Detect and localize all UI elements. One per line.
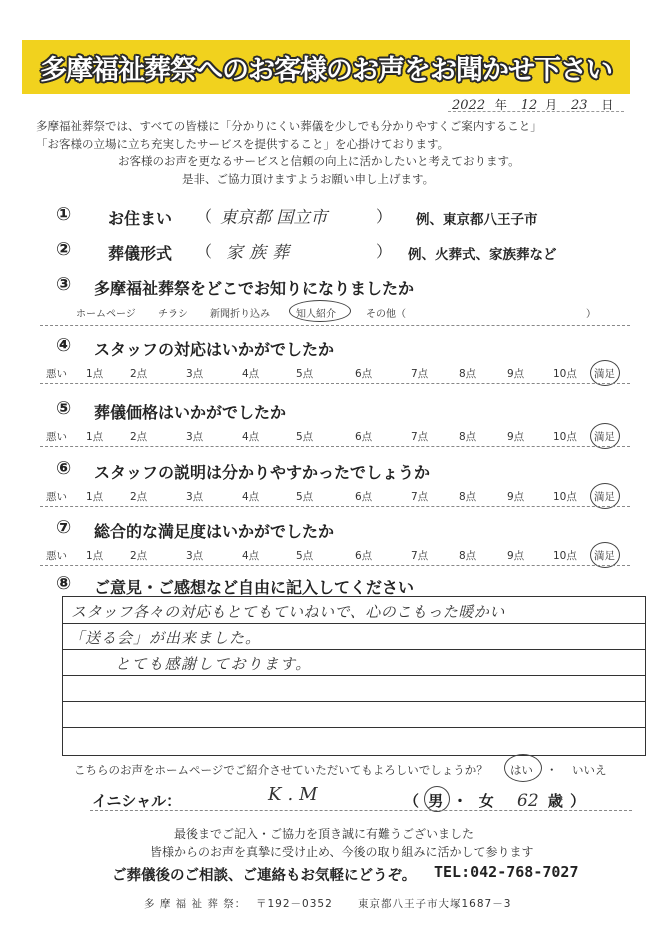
rating-option-8[interactable]: 8点 [459,550,477,562]
intro-text [36,118,636,188]
q1-label: お住まい [108,209,173,228]
rating-option-4[interactable]: 4点 [242,431,260,443]
rating-option-4[interactable]: 4点 [242,368,260,380]
rating-number: ⑥ [56,458,72,479]
rating-number: ⑤ [56,398,72,419]
q1-number: ① [56,204,72,225]
date-year-unit: 年 [494,98,507,112]
rating-option-10[interactable]: 10点 [553,368,577,380]
rating-option-5[interactable]: 5点 [296,431,314,443]
rating-option-3[interactable]: 3点 [186,368,204,380]
age-value[interactable]: 62 [517,791,539,811]
q2-answer: 家族葬 [226,243,295,263]
intro-line: 是非、ご協力頂けますようお願い申し上げます。 [182,171,435,186]
rating-question-title: スタッフの対応はいかがでしたか [94,340,335,359]
rating-option-8[interactable]: 8点 [459,368,477,380]
rating-option-1[interactable]: 1点 [86,491,104,503]
q1-answer-field[interactable] [196,202,393,228]
rating-option-2[interactable]: 2点 [130,491,148,503]
comment-line: 「送る会」が出来ました。 [69,629,262,647]
ruled-line [63,727,645,728]
rating-question-title: 葬儀価格はいかがでしたか [94,403,287,422]
age-unit: 歳 [547,792,563,810]
rating-dotted-line [40,383,630,384]
closing-line: 皆様からのお声を真摯に受け止め、今後の取り組みに活かして参ります [150,845,534,859]
gender-female[interactable]: 女 [478,792,494,810]
ruled-line [63,675,645,676]
closing-line: 最後までご記入・ご協力を頂き誠に有難うございました [174,827,475,841]
rating-option-2[interactable]: 2点 [130,368,148,380]
rating-low-label: 悪い [46,431,67,443]
q3-option-other[interactable]: その他（ [366,309,406,320]
ruled-line [63,701,645,702]
rating-option-3[interactable]: 3点 [186,431,204,443]
paren-close: ） [586,309,596,320]
initials-value[interactable]: K.M [268,784,324,805]
rating-option-9[interactable]: 9点 [507,368,525,380]
rating-low-label: 悪い [46,368,67,380]
ruled-line [63,649,645,650]
rating-dotted-line [40,565,630,566]
rating-option-7[interactable]: 7点 [411,368,429,380]
rating-option-10[interactable]: 10点 [553,550,577,562]
rating-option-9[interactable]: 9点 [507,550,525,562]
q3-title: 多摩福祉葬祭をどこでお知りになりましたか [94,279,415,298]
rating-number: ④ [56,335,72,356]
rating-option-10[interactable]: 10点 [553,491,577,503]
rating-option-10[interactable]: 10点 [553,431,577,443]
intro-line: 多摩福祉葬祭では、すべての皆様に「分かりにくい葬儀を少しでも分かりやすくご案内すること」 [36,119,542,133]
initials-dotted-line [90,810,632,811]
rating-option-5[interactable]: 5点 [296,368,314,380]
rating-option-4[interactable]: 4点 [242,550,260,562]
date-year: 2022 [452,98,486,113]
rating-low-label: 悪い [46,491,67,503]
rating-option-6[interactable]: 6点 [355,550,373,562]
paren-open: （ [196,242,213,261]
date-month-unit: 月 [545,98,558,112]
date-underline [448,111,624,112]
rating-option-5[interactable]: 5点 [296,550,314,562]
q1-answer: 東京都 国立市 [220,208,328,228]
rating-dotted-line [40,506,630,507]
rating-question-title: 総合的な満足度はいかがでしたか [94,522,335,541]
rating-option-satisfied[interactable]: 満足 [594,368,615,380]
rating-option-7[interactable]: 7点 [411,431,429,443]
rating-option-7[interactable]: 7点 [411,550,429,562]
consent-sep: ・ [546,763,558,777]
q2-number: ② [56,239,72,260]
q3-option-newspaper[interactable]: 新聞折り込み [210,309,270,320]
rating-option-6[interactable]: 6点 [355,368,373,380]
q8-title: ご意見・ご感想など自由に記入してください [94,578,415,597]
gender-sep: ・ [452,792,468,810]
paren-close: ） [376,242,393,261]
footer-postal: 〒192－0352 [256,898,333,910]
footer-company: 多 摩 福 祉 葬 祭： [144,898,247,910]
rating-option-6[interactable]: 6点 [355,491,373,503]
gender-selected-circle [424,786,450,812]
footer-tel: TEL:042-768-7027 [434,863,579,881]
intro-line: お客様のお声を更なるサービスと信頼の向上に活かしたいと考えております。 [118,154,520,168]
rating-question-title: スタッフの説明は分かりやすかったでしょうか [94,463,431,482]
date-day-unit: 日 [601,98,614,112]
rating-low-label: 悪い [46,550,67,562]
rating-option-8[interactable]: 8点 [459,491,477,503]
intro-line: 「お客様の立場に立ち充実したサービスを提供すること」を心掛けております。 [36,136,450,151]
consent-yes[interactable]: はい [510,763,533,777]
rating-dotted-line [40,446,630,447]
rating-option-1[interactable]: 1点 [86,368,104,380]
gender-male[interactable]: 男 [428,792,444,810]
comment-line: スタッフ各々の対応もとてもていねいで、心のこもった暖かい [71,603,505,621]
rating-option-6[interactable]: 6点 [355,431,373,443]
rating-option-satisfied[interactable]: 満足 [594,550,615,562]
q3-option-referral[interactable]: 知人紹介 [296,309,336,320]
title-banner [22,40,630,94]
q8-number: ⑧ [56,573,72,594]
footer-message: ご葬儀後のご相談、ご連絡もお気軽にどうぞ。 [112,868,417,884]
rating-option-1[interactable]: 1点 [86,550,104,562]
q1-example: 例、東京都八王子市 [416,212,538,228]
comment-line: とても感謝しております。 [115,655,312,673]
q3-option-homepage[interactable]: ホームページ [76,309,136,320]
rating-option-2[interactable]: 2点 [130,431,148,443]
rating-option-3[interactable]: 3点 [186,491,204,503]
q3-option-flyer[interactable]: チラシ [158,309,188,320]
rating-option-satisfied[interactable]: 満足 [594,491,615,503]
date-day: 23 [570,98,588,113]
q3-selected-circle [289,300,351,322]
paren-open: （ [404,792,420,810]
footer-address: 東京都八王子市大塚1687－3 [358,898,512,910]
rating-option-5[interactable]: 5点 [296,491,314,503]
rating-option-3[interactable]: 3点 [186,550,204,562]
paren-open: （ [196,207,213,226]
ruled-line [63,623,645,624]
rating-option-8[interactable]: 8点 [459,431,477,443]
consent-question: こちらのお声をホームページでご紹介させていただいてもよろしいでしょうか？ [74,763,488,777]
consent-no[interactable]: いいえ [572,763,607,777]
q3-dotted-line [40,325,630,326]
date-month: 12 [520,98,538,113]
q2-answer-field[interactable] [196,237,393,263]
rating-option-9[interactable]: 9点 [507,491,525,503]
rating-option-1[interactable]: 1点 [86,431,104,443]
q2-example: 例、火葬式、家族葬など [408,247,557,263]
rating-option-satisfied[interactable]: 満足 [594,431,615,443]
rating-option-4[interactable]: 4点 [242,491,260,503]
rating-option-9[interactable]: 9点 [507,431,525,443]
comment-box[interactable] [62,596,646,756]
paren-close: ） [376,207,393,226]
q3-number: ③ [56,274,72,295]
banner-title: 多摩福祉葬祭へのお客様のお声をお聞かせ下さい [40,54,612,86]
consent-selected-circle [504,754,542,782]
q2-label: 葬儀形式 [108,244,173,263]
rating-option-2[interactable]: 2点 [130,550,148,562]
paren-close: ） [570,792,586,810]
initials-label: イニシャル： [92,792,182,810]
rating-number: ⑦ [56,517,72,538]
rating-option-7[interactable]: 7点 [411,491,429,503]
